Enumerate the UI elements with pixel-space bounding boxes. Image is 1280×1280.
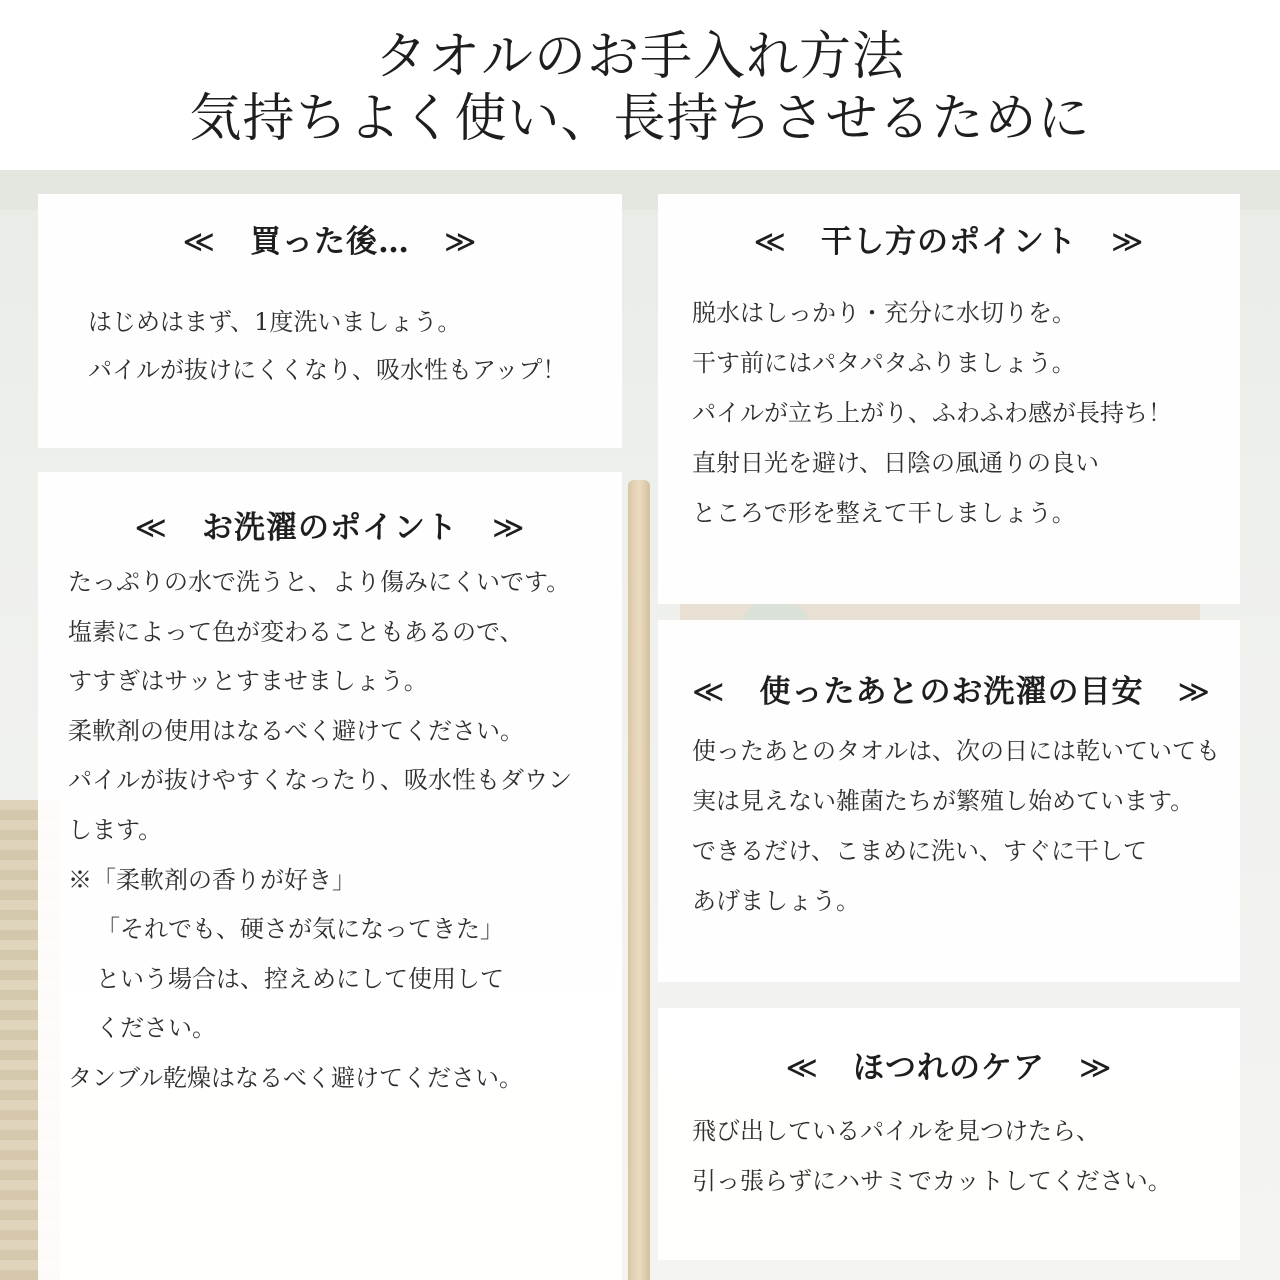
card-title-text: ほつれのケア [853,1050,1045,1086]
body-line: 引っ張らずにハサミでカットしてください。 [692,1167,1172,1195]
card-fray-care [658,1008,1240,1260]
body-line: パイルが立ち上がり、ふわふわ感が長持ち！ [692,399,1172,427]
body-line: ※「柔軟剤の香りが好き」 [68,865,356,894]
close-mark: ≫ [1079,1050,1113,1086]
card-title [658,216,1240,261]
body-line: すすぎはサッとすませましょう。 [68,667,428,696]
card-drying [658,194,1240,604]
body-line: 「それでも、硬さが気になってきた」 [96,915,504,944]
close-mark: ≫ [444,224,478,260]
card-washing [38,472,622,1280]
card-body [692,1106,1172,1206]
body-line: します。 [68,815,163,844]
body-line: 直射日光を避け、日陰の風通りの良い [692,449,1100,477]
body-line: 飛び出しているパイルを見つけたら、 [692,1117,1100,1145]
body-line: たっぷりの水で洗うと、より傷みにくいです。 [68,568,571,596]
body-line: 実は見えない雑菌たちが繁殖し始めています。 [692,787,1195,815]
card-body [692,288,1172,538]
body-line: できるだけ、こまめに洗い、すぐに干して [692,837,1148,865]
card-washing-guide [658,620,1240,982]
body-line: 塩素によって色が変わることもあるので、 [68,617,524,646]
body-line: タンブル乾燥はなるべく避けてください。 [68,1063,524,1092]
page-header [0,0,1280,170]
card-body [68,558,572,1104]
card-title [38,502,622,547]
body-line: パイルが抜けにくくなり、吸水性もアップ！ [88,356,567,384]
card-title [658,1042,1240,1087]
body-line: 脱水はしっかり・充分に水切りを。 [692,299,1076,327]
open-mark: ≪ [182,224,216,260]
card-title [38,216,622,261]
close-mark: ≫ [492,510,526,546]
body-line: という場合は、控えめにして使用して [96,964,504,993]
body-line: 干す前にはパタパタふりましょう。 [692,349,1076,377]
page-subtitle: 気持ちよく使い、長持ちさせるために [189,89,1091,149]
card-title [658,666,1240,711]
card-after-buy [38,194,622,448]
card-title-text: 買った後… [250,224,410,260]
open-mark: ≪ [692,674,726,710]
card-title-text: 干し方のポイント [821,224,1077,260]
body-line: ところで形を整えて干しましょう。 [692,499,1076,527]
wooden-pole [628,480,650,1280]
card-body [88,298,566,394]
card-title-text: 使ったあとのお洗濯の目安 [759,674,1144,710]
card-body [692,726,1220,926]
open-mark: ≪ [753,224,787,260]
body-line: あげましょう。 [692,887,860,915]
body-line: ください。 [96,1014,216,1043]
open-mark: ≪ [134,510,168,546]
close-mark: ≫ [1177,674,1211,710]
page-title: タオルのお手入れ方法 [374,27,905,87]
card-title-text: お洗濯のポイント [202,510,458,546]
body-line: パイルが抜けやすくなったり、吸水性もダウン [68,766,572,795]
open-mark: ≪ [785,1050,819,1086]
body-line: 使ったあとのタオルは、次の日には乾いていても [692,737,1220,765]
body-line: 柔軟剤の使用はなるべく避けてください。 [68,716,524,745]
close-mark: ≫ [1111,224,1145,260]
body-line: はじめはまず、1度洗いましょう。 [88,308,462,336]
